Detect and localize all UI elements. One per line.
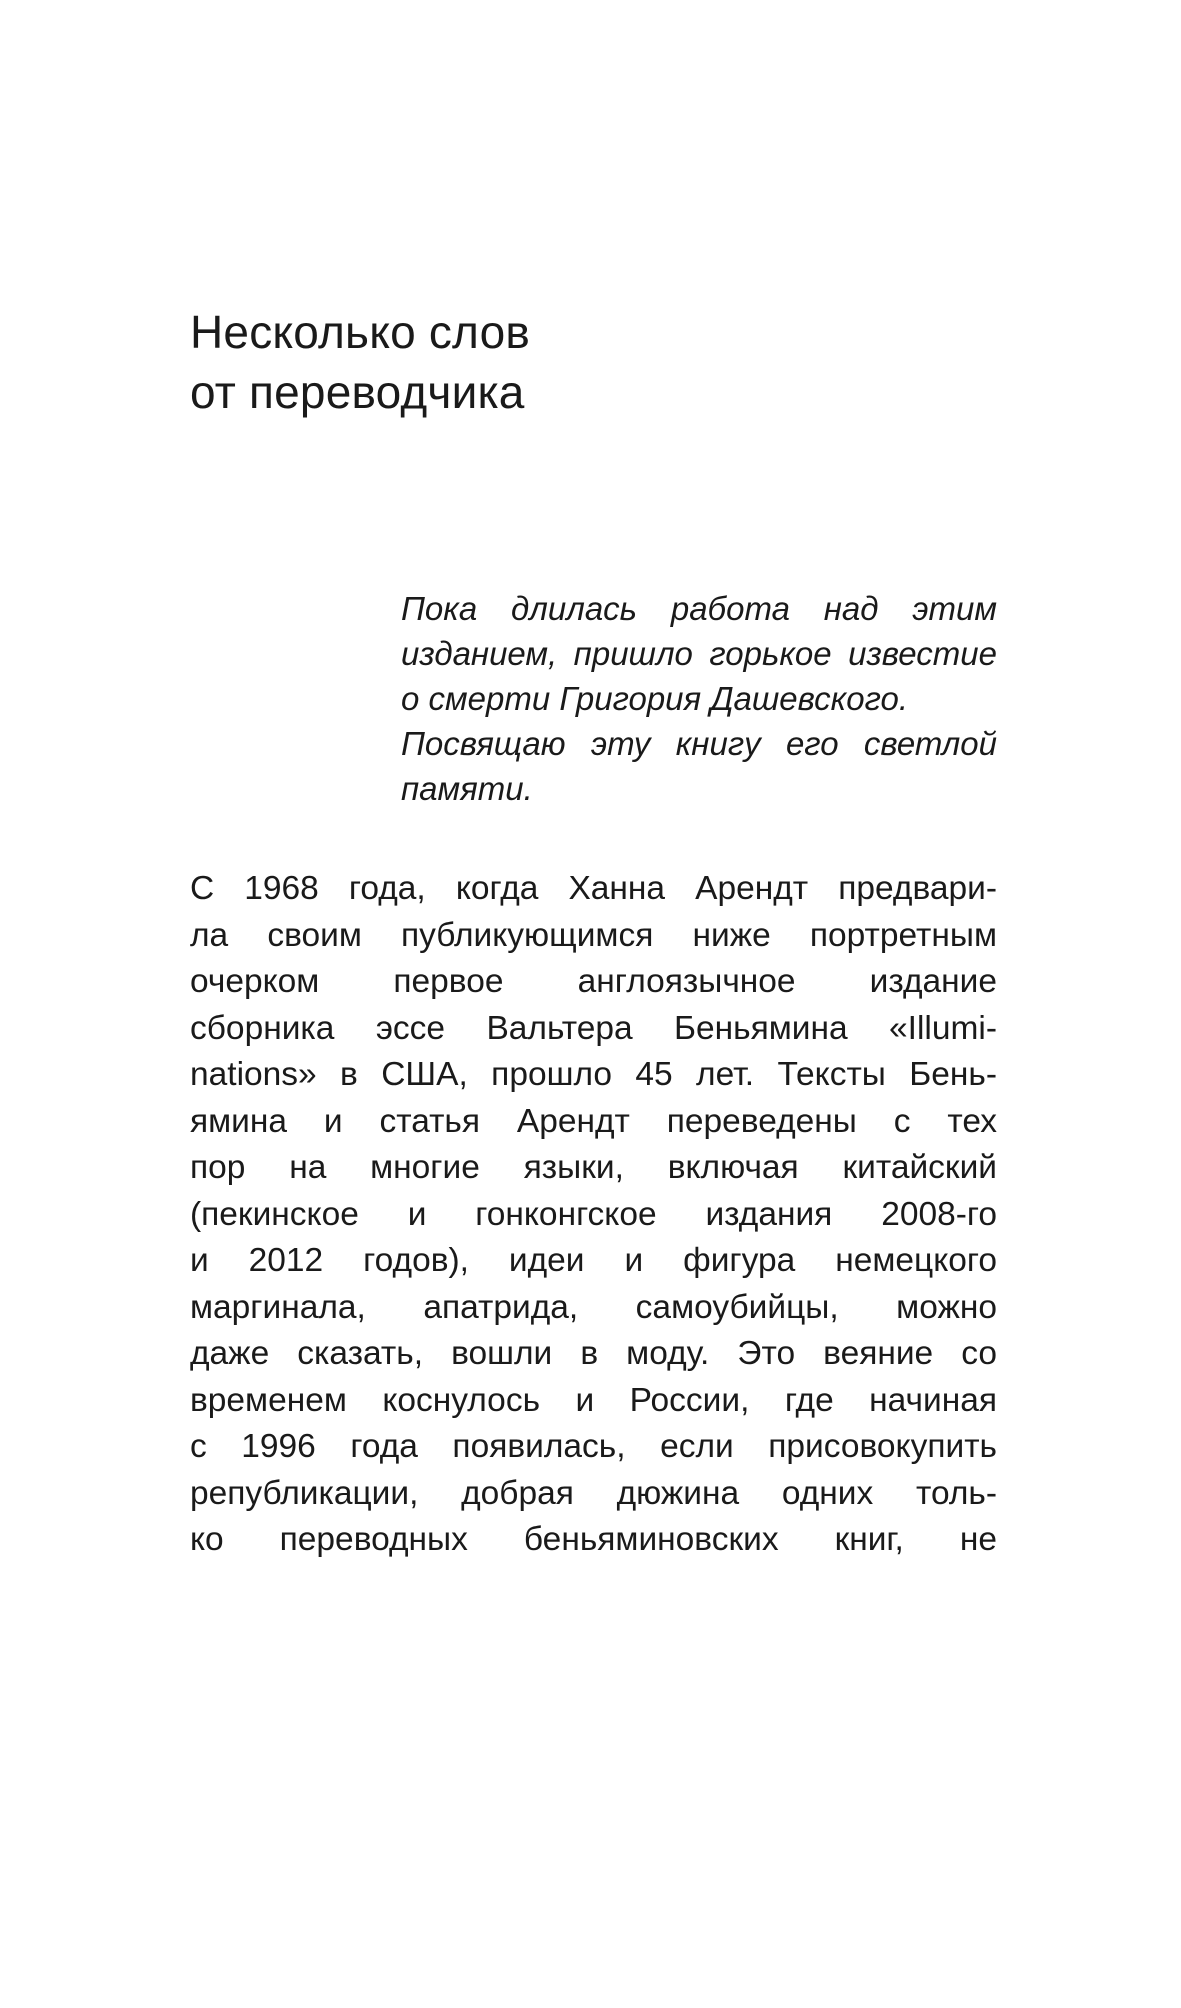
chapter-title bbox=[190, 302, 950, 422]
epigraph-line: изданием, пришло горькое известие bbox=[401, 635, 997, 672]
chapter-title-line: от переводчика bbox=[190, 366, 525, 418]
epigraph-line: памяти. bbox=[401, 770, 533, 807]
body-line: (пекинское и гонконгское издания 2008-го bbox=[190, 1195, 997, 1233]
body-line: даже сказать, вошли в моду. Это веяние со bbox=[190, 1335, 997, 1372]
epigraph-line: о смерти Григория Дашевского. bbox=[401, 680, 909, 717]
body-line: ямина и статья Арендт переведены с тех bbox=[190, 1102, 997, 1140]
body-line: очерком первое англоязычное издание bbox=[190, 963, 997, 1000]
chapter-title-line: Несколько слов bbox=[190, 306, 531, 358]
body-line: С 1968 года, когда Ханна Арендт предвари- bbox=[190, 870, 997, 907]
body-line: сборника эссе Вальтера Беньямина «Illumi- bbox=[190, 1009, 997, 1047]
body-line: ла своим публикующимся ниже портретным bbox=[190, 916, 997, 954]
body-line: маргинала, апатрида, самоубийцы, можно bbox=[190, 1288, 997, 1326]
body-line: временем коснулось и России, где начиная bbox=[190, 1381, 997, 1419]
epigraph-line: Пока длилась работа над этим bbox=[401, 590, 997, 627]
body-line: с 1996 года появилась, если присовокупить bbox=[190, 1428, 997, 1465]
body-line: пор на многие языки, включая китайский bbox=[190, 1149, 997, 1186]
body-line: ко переводных беньяминовских книг, не bbox=[190, 1521, 997, 1558]
body-paragraph bbox=[190, 866, 997, 1564]
epigraph-line: Посвящаю эту книгу его светлой bbox=[401, 725, 997, 762]
body-line: републикации, добрая дюжина одних толь- bbox=[190, 1474, 997, 1512]
body-line: и 2012 годов), идеи и фигура немецкого bbox=[190, 1242, 997, 1279]
epigraph bbox=[401, 586, 997, 811]
body-line: nations» в США, прошло 45 лет. Тексты Бень- bbox=[190, 1056, 997, 1093]
